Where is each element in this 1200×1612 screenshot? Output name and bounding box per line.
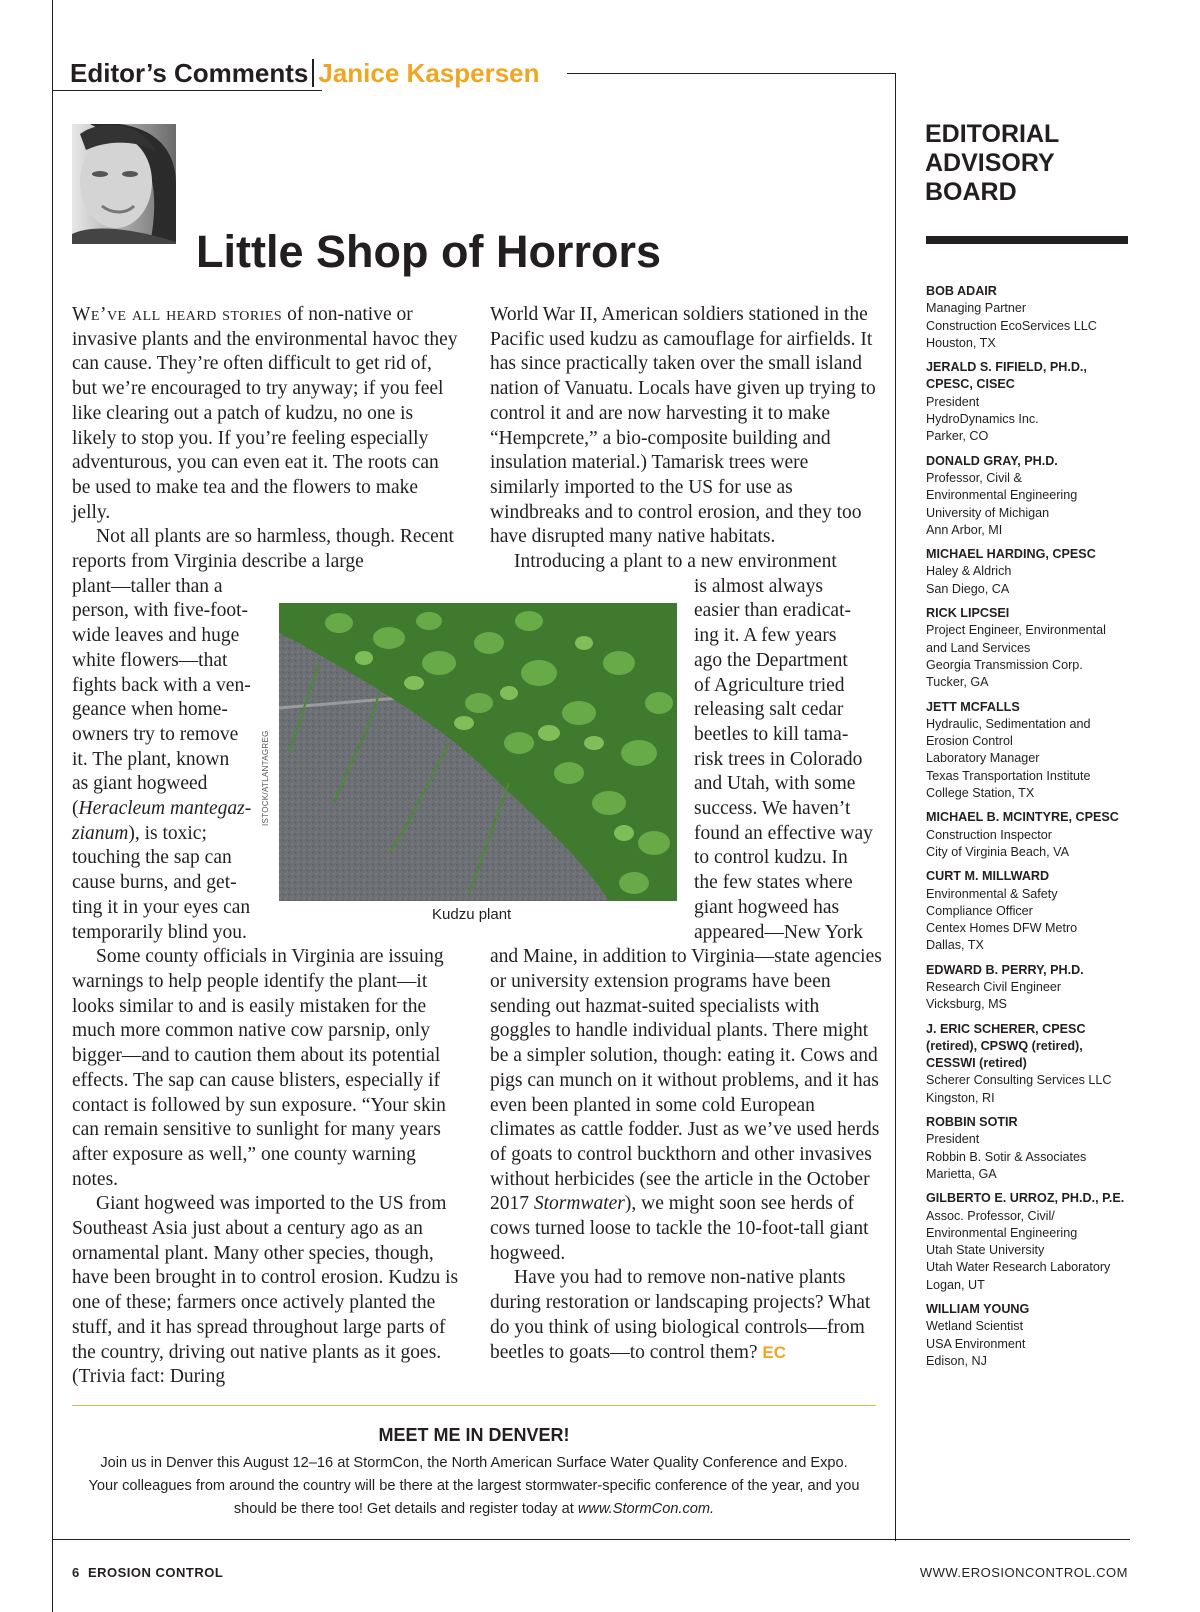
promo-link[interactable]: www.StormCon.com. xyxy=(577,1501,715,1517)
board-member-detail: Logan, UT xyxy=(926,1277,985,1292)
wrap-line: the few states where xyxy=(694,872,853,894)
board-member-name: (retired), CPSWQ (retired), xyxy=(926,1038,1083,1053)
board-title xyxy=(925,120,1059,207)
board-member-detail: Dallas, TX xyxy=(926,938,984,953)
board-member-detail: College Station, TX xyxy=(926,786,1035,801)
wrap-line: beetles to kill tama- xyxy=(694,723,849,745)
board-member-detail: Compliance Officer xyxy=(926,903,1033,918)
board-member-detail: Utah State University xyxy=(926,1243,1045,1258)
paragraph-7 xyxy=(490,1266,882,1365)
header-separator xyxy=(312,59,314,87)
board-member-detail: Environmental Engineering xyxy=(926,488,1078,503)
board-member-name: JERALD S. FIFIELD, PH.D., xyxy=(926,360,1087,375)
board-member-detail: Marietta, GA xyxy=(926,1166,997,1181)
board-member-name: MICHAEL B. MCINTYRE, CPESC xyxy=(926,810,1119,825)
wrap-line: person, with five-foot- xyxy=(72,600,248,622)
board-member-name: GILBERTO E. URROZ, PH.D., P.E. xyxy=(926,1191,1125,1206)
wrap-line: temporarily blind you. xyxy=(72,921,247,943)
board-member xyxy=(926,1021,1196,1107)
board-member xyxy=(926,699,1196,803)
paragraph-1-text: of non-native or invasive plants and the environmental havoc they can cause. They’re often difficult to get rid of, but we’re encouraged to try anyway; if you feel like clearing out a patch of kudzu, no one is likely to stop you. If you’re feeling especially adventurous, you can even eat it. The roots can be used to make tea and the flowers to make jelly. xyxy=(72,304,458,523)
author-photo xyxy=(72,124,176,244)
board-member-list xyxy=(926,283,1196,1377)
board-member-detail: Vicksburg, MS xyxy=(926,997,1007,1012)
board-member-detail: Tucker, GA xyxy=(926,675,989,690)
board-member-detail: Assoc. Professor, Civil/ xyxy=(926,1208,1055,1223)
board-member-name: WILLIAM YOUNG xyxy=(926,1302,1030,1317)
paragraph-6 xyxy=(490,945,882,1266)
kudzu-photo-image xyxy=(279,603,677,901)
header-underline xyxy=(52,90,322,91)
board-member-detail: Georgia Transmission Corp. xyxy=(926,657,1083,672)
board-member xyxy=(926,1301,1196,1370)
board-member-detail: Project Engineer, Environmental xyxy=(926,623,1106,638)
wrap-text-left xyxy=(72,575,262,946)
wrap-line: fights back with a ven- xyxy=(72,674,251,696)
board-member-detail: Ann Arbor, MI xyxy=(926,522,1003,537)
board-member-detail: Scherer Consulting Services LLC xyxy=(926,1073,1112,1088)
board-member xyxy=(926,453,1196,539)
board-member-detail: Erosion Control xyxy=(926,734,1013,749)
board-title-bar xyxy=(926,236,1128,244)
board-member-name: CESSWI (retired) xyxy=(926,1056,1027,1071)
paragraph-6-text: and Maine, in addition to Virginia—state agencies or university extension programs have been sending out hazmat-suited specialists with goggles to handle individual plants. There might be a simpler solution, though: eating it. Cows and pigs can munch on it without problems, and it has even been planted in some cold European climates as cattle fodder. Just as we’ve used herds of goats to control buckthorn and other invasives without herbicides (see the article in the October 2017 xyxy=(490,946,882,1215)
wrap-line: cause burns, and get- xyxy=(72,872,237,894)
board-member-detail: Texas Transportation Institute xyxy=(926,768,1091,783)
page-header xyxy=(70,56,540,90)
promo-heading: MEET ME IN DENVER! xyxy=(378,1425,570,1445)
board-member-detail: Managing Partner xyxy=(926,301,1027,316)
promo-line-3 xyxy=(72,1498,876,1521)
board-member-detail: Environmental & Safety xyxy=(926,886,1058,901)
board-member-detail: Environmental Engineering xyxy=(926,1225,1078,1240)
board-member-name: RICK LIPCSEI xyxy=(926,606,1010,621)
header-rule-right xyxy=(567,73,896,74)
wrap-line: ago the Department xyxy=(694,649,848,671)
wrap-line: touching the sap can xyxy=(72,847,232,869)
board-member xyxy=(926,1190,1196,1294)
end-mark: EC xyxy=(762,1342,787,1362)
wrap-line: easier than eradicat- xyxy=(694,600,851,622)
board-member-detail: President xyxy=(926,394,980,409)
board-member-name: DONALD GRAY, PH.D. xyxy=(926,453,1058,468)
board-member-detail: Wetland Scientist xyxy=(926,1319,1024,1334)
wrap-line: plant—taller than a xyxy=(72,575,223,597)
wrap-line: releasing salt cedar xyxy=(694,699,844,721)
board-member xyxy=(926,962,1196,1014)
paragraph-6-end: ), we might soon see herds of cows turned loose to tackle the 10-foot-tall giant hogweed. xyxy=(490,1193,869,1264)
wrap-line: success. We haven’t xyxy=(694,798,851,820)
author-name: Janice Kaspersen xyxy=(318,57,540,88)
board-member-detail: Edison, NJ xyxy=(926,1353,987,1368)
board-member xyxy=(926,605,1196,691)
wrap-line: and Utah, with some xyxy=(694,773,856,795)
kudzu-photo xyxy=(279,603,677,901)
board-member xyxy=(926,868,1196,954)
footer-folio xyxy=(72,1565,223,1580)
board-member-detail: HydroDynamics Inc. xyxy=(926,412,1039,427)
column-divider-rule xyxy=(895,73,896,1541)
paragraph-3: Some county officials in Virginia are issuing warnings to help people identify the plant—it looks similar to and is easily mistaken for the much more common native cow parsnip, only bigger—and to caution them about its potential effects. The sap can cause blisters, especially if contact is followed by sun exposure. “Your skin can remain sensitive to sunlight for many years after exposure as well,” one county warning notes. xyxy=(72,946,446,1190)
wrap-line xyxy=(72,797,262,822)
board-member-name: J. ERIC SCHERER, CPESC xyxy=(926,1021,1086,1036)
paragraph-4: Giant hogweed was imported to the US from Southeast Asia just about a century ago as an ornamental plant. Many other species, though, have been brought in to control erosion. Kudzu is one of these; farmers once actively planted the stuff, and it has spread throughout large parts of the country, driving out native plants as it goes. (Trivia fact: During xyxy=(72,1193,459,1388)
board-member xyxy=(926,1114,1196,1183)
board-member-detail: Hydraulic, Sedimentation and xyxy=(926,716,1091,731)
author-portrait-image xyxy=(72,124,176,244)
board-member-name: JETT MCFALLS xyxy=(926,699,1020,714)
photo-credit: ISTOCK/ATLANTAGREG xyxy=(261,730,270,826)
footer-url[interactable]: WWW.EROSIONCONTROL.COM xyxy=(919,1565,1128,1580)
board-member-detail: City of Virginia Beach, VA xyxy=(926,844,1070,859)
wrap-line: white flowers—that xyxy=(72,649,228,671)
promo-line-1: Join us in Denver this August 12–16 at StormCon, the North American Surface Water Quality Conference and Expo. xyxy=(100,1455,848,1471)
wrap-line: of Agriculture tried xyxy=(694,674,845,696)
magazine-name: EROSION CONTROL xyxy=(87,1565,224,1580)
board-member-detail: Parker, CO xyxy=(926,429,989,444)
board-member-detail: Laboratory Manager xyxy=(926,751,1040,766)
wrap-line: ting it in your eyes can xyxy=(72,896,251,918)
board-member-name: EDWARD B. PERRY, PH.D. xyxy=(926,962,1084,977)
board-member-detail: Construction Inspector xyxy=(926,827,1052,842)
board-member-detail: Research Civil Engineer xyxy=(926,979,1062,994)
promo-divider xyxy=(72,1405,876,1406)
wrap-line: to control kudzu. In xyxy=(694,847,848,869)
paragraph-6-intro: Introducing a plant to a new environment xyxy=(514,551,837,573)
page-left-rule xyxy=(52,0,53,1612)
promo-line-3-text: should be there too! Get details and register today at xyxy=(233,1501,574,1517)
board-member-detail: Construction EcoServices LLC xyxy=(926,318,1097,333)
board-member-detail: Haley & Aldrich xyxy=(926,564,1012,579)
magazine-title-italic: Stormwater xyxy=(533,1193,625,1215)
board-member-detail: USA Environment xyxy=(926,1336,1026,1351)
paragraph-2-intro: Not all plants are so harmless, though. Recent reports from Virginia describe a large xyxy=(72,526,454,573)
promo-box xyxy=(72,1425,876,1521)
board-member-detail: San Diego, CA xyxy=(926,581,1010,596)
latin-name-close: ), is toxic; xyxy=(128,822,207,844)
board-member xyxy=(926,809,1196,861)
wrap-line: owners try to remove xyxy=(72,723,239,745)
wrap-line: risk trees in Colorado xyxy=(694,748,863,770)
lead-in: We’ve all heard stories xyxy=(72,304,283,325)
wrap-line xyxy=(72,822,262,847)
wrap-line: is almost always xyxy=(694,575,823,597)
board-member-detail: Utah Water Research Laboratory xyxy=(926,1260,1111,1275)
wrap-line: giant hogweed has xyxy=(694,896,840,918)
wrap-line: found an effective way xyxy=(694,822,873,844)
section-title: Editor’s Comments xyxy=(70,57,309,88)
board-member-name: CPESC, CISEC xyxy=(926,377,1015,392)
wrap-line: wide leaves and huge xyxy=(72,625,240,647)
board-member-name: ROBBIN SOTIR xyxy=(926,1115,1018,1130)
board-member-detail: Professor, Civil & xyxy=(926,470,1022,485)
board-member-detail: Robbin B. Sotir & Associates xyxy=(926,1149,1087,1164)
board-title-line: EDITORIAL xyxy=(925,120,1060,148)
footer-rule xyxy=(52,1539,1130,1540)
promo-line-2: Your colleagues from around the country will be there at the largest stormwater-specific conference of the year, and you xyxy=(88,1478,860,1494)
paragraph-5: World War II, American soldiers stationed in the Pacific used kudzu as camouflage for airfields. It has since practically taken over the small island nation of Vanuatu. Locals have given up trying to control it and are now harvesting it to make “Hempcrete,” a bio-composite building and insulation material.) Tamarisk trees were similarly imported to the US for use as windbreaks and to control erosion, and they too have disrupted many native habitats. xyxy=(490,304,876,548)
board-member xyxy=(926,546,1196,598)
board-member-detail: Centex Homes DFW Metro xyxy=(926,921,1078,936)
board-member-detail: Kingston, RI xyxy=(926,1090,995,1105)
wrap-line: ing it. A few years xyxy=(694,625,837,647)
wrap-line: geance when home- xyxy=(72,699,228,721)
wrap-line: it. The plant, known xyxy=(72,748,230,770)
photo-caption: Kudzu plant xyxy=(432,906,512,923)
article-title: Little Shop of Horrors xyxy=(196,226,661,278)
board-member-name: BOB ADAIR xyxy=(926,284,997,298)
board-member-detail: Houston, TX xyxy=(926,335,996,350)
board-member-detail: President xyxy=(926,1132,980,1147)
latin-name-part-1: Heracleum mantegaz- xyxy=(78,798,252,820)
wrap-line: as giant hogweed xyxy=(72,773,208,795)
board-member xyxy=(926,359,1196,445)
latin-name-part-2: zianum xyxy=(72,822,129,844)
page-number: 6 xyxy=(72,1565,80,1580)
paren-open: ( xyxy=(72,798,79,820)
board-member-name: CURT M. MILLWARD xyxy=(926,869,1050,884)
paragraph-7-text: Have you had to remove non-native plants during restoration or landscaping projects? What do you think of using biological controls—from beetles to goats—to control them? xyxy=(490,1267,871,1363)
wrap-line: appeared—New York xyxy=(694,921,863,943)
board-title-line: BOARD xyxy=(925,178,1017,206)
board-member-detail: University of Michigan xyxy=(926,505,1050,520)
board-title-line: ADVISORY xyxy=(925,149,1055,177)
wrap-text-right xyxy=(694,575,882,946)
board-member-name: MICHAEL HARDING, CPESC xyxy=(926,547,1096,562)
paragraph-1 xyxy=(72,303,460,525)
board-member-detail: and Land Services xyxy=(926,640,1031,655)
board-member xyxy=(926,283,1196,352)
